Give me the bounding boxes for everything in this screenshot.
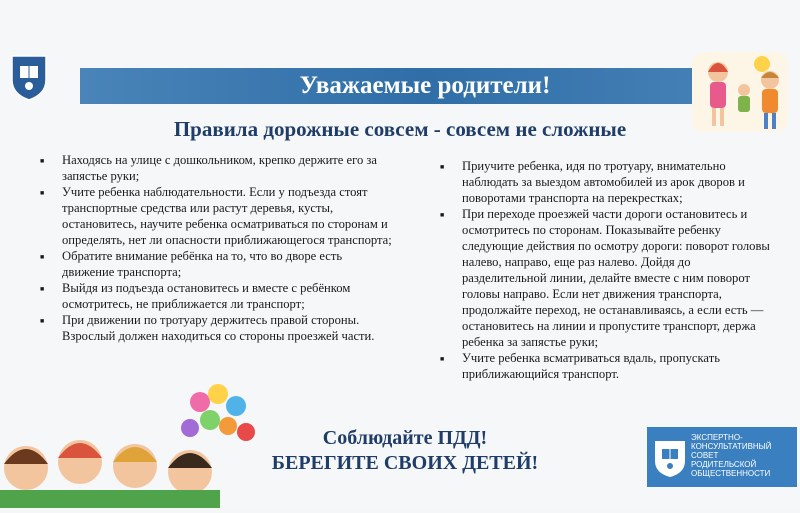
council-line: СОВЕТ bbox=[691, 451, 719, 460]
banner-title: Уважаемые родители! bbox=[299, 72, 551, 99]
footer-line-2: БЕРЕГИТЕ СВОИХ ДЕТЕЙ! bbox=[271, 452, 539, 474]
council-line: РОДИТЕЛЬСКОЙ bbox=[691, 460, 757, 469]
council-name bbox=[691, 433, 795, 478]
council-line: ЭКСПЕРТНО- bbox=[691, 433, 743, 442]
page-subtitle: Правила дорожные совсем - совсем не сложные bbox=[173, 117, 627, 141]
shield-book-icon bbox=[653, 437, 687, 479]
children-balloons-icon bbox=[0, 372, 270, 508]
footer-slogan bbox=[255, 426, 555, 476]
children-illustration-icon bbox=[690, 50, 790, 135]
list-item: ■ При движении по тротуару держитесь правой стороны. Взрослый должен находиться со стороны проезжей части. bbox=[40, 312, 395, 344]
list-item: ■ Учите ребенка всматриваться вдаль, пропускать приближающийся транспорт. bbox=[440, 350, 775, 382]
council-line: ОБЩЕСТВЕННОСТИ bbox=[691, 469, 771, 478]
list-item: ■ Приучите ребенка, идя по тротуару, внимательно наблюдать за выездом автомобилей из арок дворов и поворотами транспорта на перекрестках; bbox=[440, 158, 775, 206]
title-banner bbox=[80, 68, 770, 104]
council-line: КОНСУЛЬТАТИВНЫЙ bbox=[691, 442, 772, 451]
list-item: ■ Выйдя из подъезда остановитесь и вместе с ребёнком осмотритесь, не приближается ли транспорт; bbox=[40, 280, 395, 312]
list-item: ■ Учите ребенка наблюдательности. Если у подъезда стоят транспортные средства или растут деревья, кусты, остановитесь, научите ребенка осматриваться по сторонам и определять, нет ли опасности приближающегося транспорта; bbox=[40, 184, 395, 248]
list-item: ■ Находясь на улице с дошкольником, крепко держите его за запястье руки; bbox=[40, 152, 395, 184]
left-rules-list bbox=[40, 152, 395, 344]
shield-logo-icon bbox=[10, 50, 48, 102]
right-rules-list bbox=[440, 158, 775, 382]
council-logo-block bbox=[647, 427, 797, 487]
list-item: ■ При переходе проезжей части дороги остановитесь и осмотритесь по сторонам. Показывайте ребенку следующие действия по осмотру дороги: поворот головы налево, направо, еще раз налево. Дойдя до разделительной линии, делайте вместе с ним поворот головы направо. Если нет движения транспорта, продолжайте переход, не останавливаясь, а если есть — остановитесь на линии и пропустите транспорт, держа ребенка за запястье руки; bbox=[440, 206, 775, 350]
footer-line-1: Соблюдайте ПДД! bbox=[322, 427, 488, 449]
list-item: ■ Обратите внимание ребёнка на то, что во дворе есть движение транспорта; bbox=[40, 248, 395, 280]
